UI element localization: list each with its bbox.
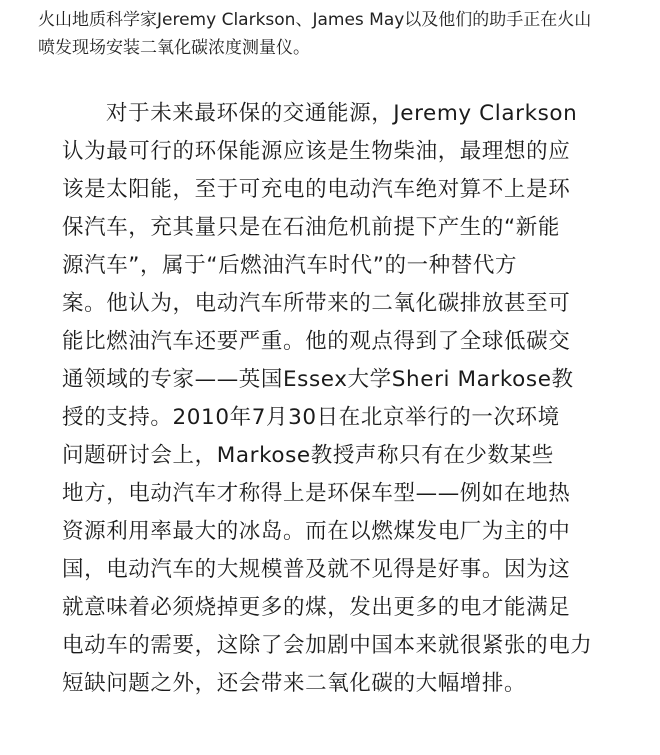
paragraph-line: 地方，电动汽车才称得上是环保车型——例如在地热 — [62, 481, 571, 506]
paragraph-line: 短缺问题之外，还会带来二氧化碳的大幅增排。 — [62, 671, 527, 696]
paragraph-line: 对于未来最环保的交通能源，Jeremy Clarkson — [106, 101, 578, 126]
caption-line: 喷发现场安装二氧化碳浓度测量仪。 — [38, 38, 310, 58]
paragraph-line: 就意味着必须烧掉更多的煤，发出更多的电才能满足 — [62, 595, 571, 620]
paragraph-line: 源汽车”，属于“后燃油汽车时代”的一种替代方 — [62, 253, 518, 278]
paragraph-line: 问题研讨会上，Markose教授声称只有在少数某些 — [62, 443, 554, 468]
paragraph-line: 该是太阳能，至于可充电的电动汽车绝对算不上是环 — [62, 177, 571, 202]
paragraph-line: 授的支持。2010年7月30日在北京举行的一次环境 — [62, 405, 560, 430]
paragraph-line: 通领域的专家——英国Essex大学Sheri Markose教 — [62, 367, 574, 392]
paragraph-line: 电动车的需要，这除了会加剧中国本来就很紧张的电力 — [62, 633, 593, 658]
photo-caption — [38, 6, 638, 62]
paragraph-line: 认为最可行的环保能源应该是生物柴油，最理想的应 — [62, 139, 571, 164]
paragraph-line: 能比燃油汽车还要严重。他的观点得到了全球低碳交 — [62, 329, 571, 354]
paragraph-line: 资源利用率最大的冰岛。而在以燃煤发电厂为主的中 — [62, 519, 571, 544]
paragraph-line: 案。他认为，电动汽车所带来的二氧化碳排放甚至可 — [62, 291, 571, 316]
paragraph-line: 国，电动汽车的大规模普及就不见得是好事。因为这 — [62, 557, 571, 582]
caption-line: 火山地质科学家Jeremy Clarkson、James May以及他们的助手正在火山 — [38, 10, 592, 30]
paragraph-line: 保汽车，充其量只是在石油危机前提下产生的“新能 — [62, 215, 560, 240]
